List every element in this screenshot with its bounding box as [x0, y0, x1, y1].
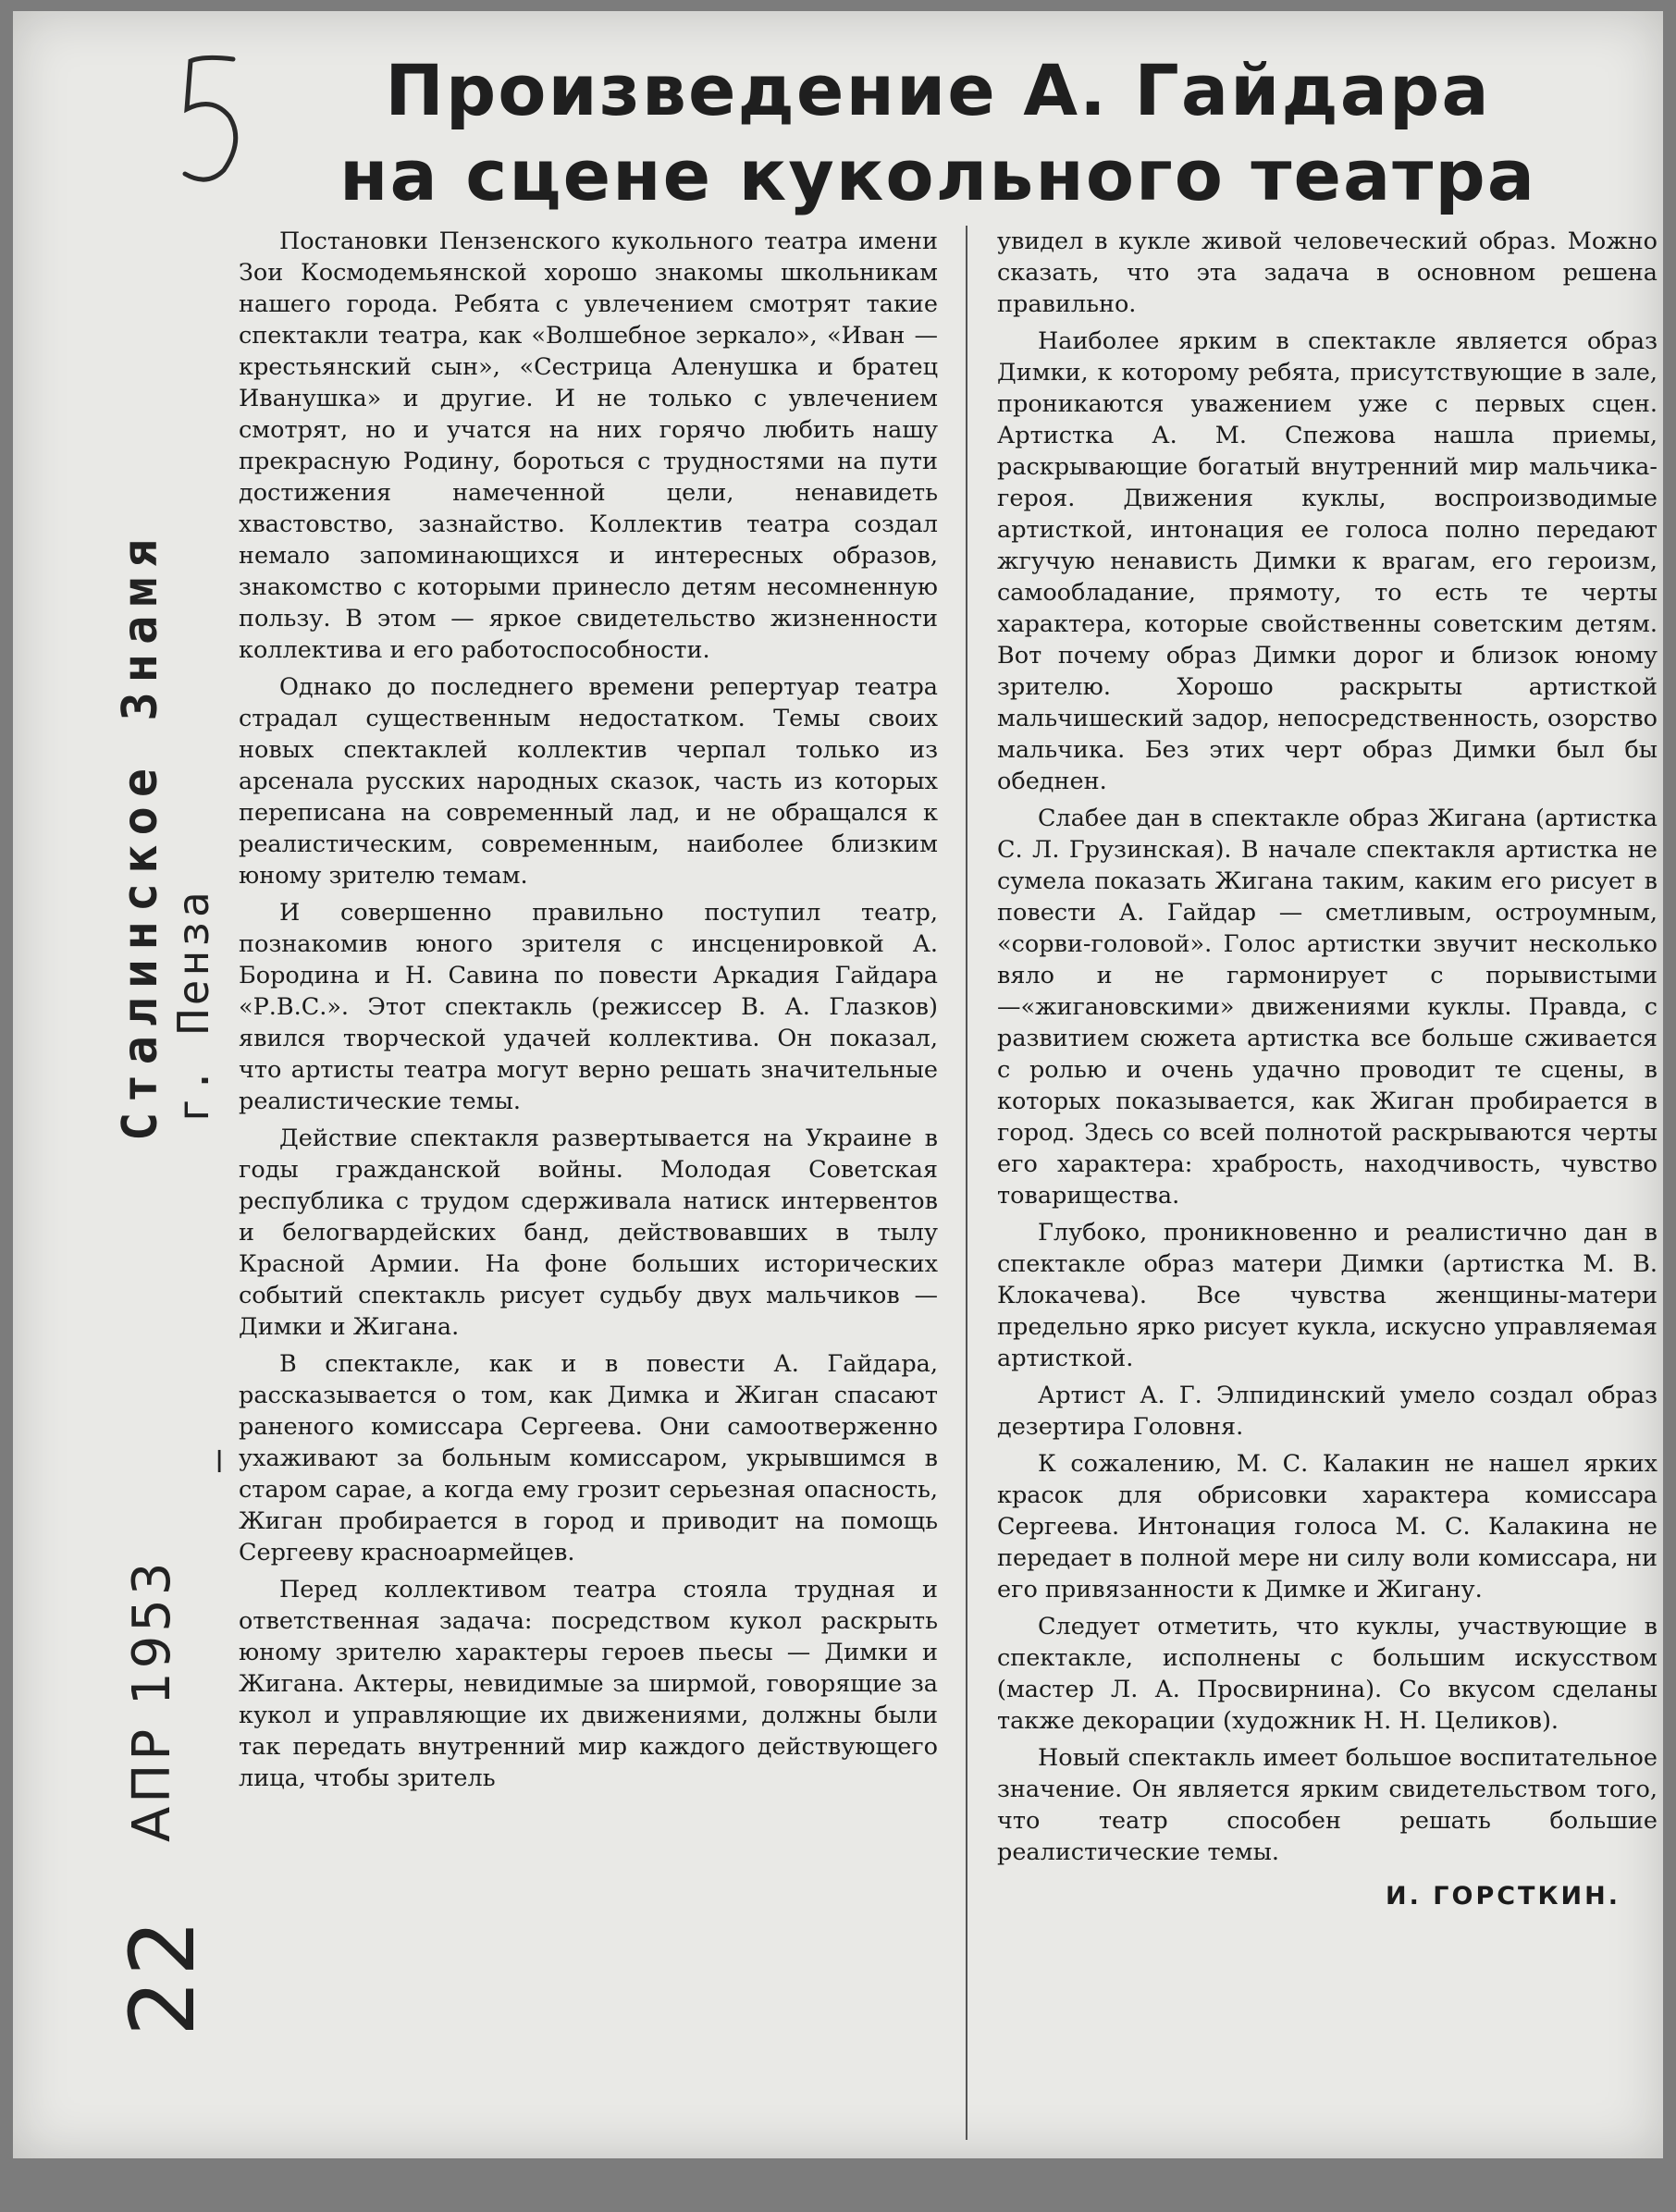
stamp-city: г. Пенза	[168, 888, 218, 1123]
author-signature: И. ГОРСТКИН.	[1386, 1882, 1621, 1911]
headline-line-2: на сцене кукольного театра	[339, 134, 1537, 216]
article-column-right	[997, 226, 1658, 1912]
paragraph: Следует отметить, что куклы, участвующие в спектакле, исполнены с большим искусством (мастер Л. А. Просвирнина). Со вкусом сделаны также декорации (художник Н. Н. Целиков).	[997, 1613, 1658, 1735]
handwritten-page-number	[176, 52, 250, 190]
paragraph: В спектакле, как и в повести А. Гайдара, рассказывается о том, как Димка и Жиган спасают раненого комиссара Сергеева. Они самоотверженно ухаживают за больным комиссаром, укрывшимся в старом сарае, а когда ему грозит серьезная опасность, Жиган пробирается в город и приводит на помощь Сергееву красноармейцев.	[239, 1350, 938, 1567]
paragraph: Наиболее ярким в спектакле является образ Димки, к которому ребята, присутствующие в зале, проникаются уважением уже с первых сцен. Артистка А. М. Спежова нашла приемы, раскрывающие богатый внутренний мир мальчика-героя. Движения куклы, воспроизводимые артисткой, интонация ее голоса полно передают жгучую ненависть Димки к врагам, его героизм, самообладание, прямоту, то есть те черты характера, которые свойственны советским детям. Вот почему образ Димки дорог и близок юному зрителю. Хорошо раскрыты артисткой мальчишеский задор, непосредственность, озорство мальчика. Без этих черт образ Димки был бы обеднен.	[997, 327, 1658, 795]
paragraph: Артист А. Г. Элпидинский умело создал образ дезертира Головня.	[997, 1382, 1658, 1441]
stamp-dash: —	[196, 1449, 239, 1472]
stamp-date-day: 22	[111, 1915, 215, 2036]
headline-line-1: Произведение А. Гайдара	[385, 49, 1491, 131]
stamp-date-month-year: АПР 1953	[122, 1558, 182, 1842]
column-divider	[966, 226, 967, 2140]
paragraph: Слабее дан в спектакле образ Жигана (артистка С. Л. Грузинская). В начале спектакля артистка не сумела показать Жигана таким, каким его рисует в повести А. Гайдар — сметливым, остроумным, «сорви-головой». Голос артистки звучит несколько вяло и не гармонирует с порывистыми—«жигановскими» движениями куклы. Правда, с развитием сюжета артистка все больше сживается с ролью и очень удачно проводит те сцены, в которых показывается, как Жиган пробирается в город. Здесь со всей полнотой раскрываются черты его характера: храбрость, находчивость, чувство товарищества.	[997, 805, 1658, 1210]
paragraph: Перед коллективом театра стояла трудная и ответственная задача: посредством кукол раскрыть юному зрителю характеры героев пьесы — Димки и Жигана. Актеры, невидимые за ширмой, говорящие за кукол и управляющие их движениями, должны были так передать внутренний мир каждого действующего лица, чтобы зритель	[239, 1576, 938, 1792]
paragraph: К сожалению, М. С. Калакин не нашел ярких красок для обрисовки характера комиссара Сергеева. Интонация голоса М. С. Калакина не передает в полной мере ни силу воли комиссара, ни его привязанности к Димке и Жигану.	[997, 1450, 1658, 1604]
source-date-stamp	[57, 196, 242, 2212]
stamp-newspaper-name: Сталинское Знамя	[113, 530, 168, 1141]
paragraph: Действие спектакля развертывается на Украине в годы гражданской войны. Молодая Советская республика с трудом сдерживала натиск интервентов и белогвардейских банд, действовавших в тылу Красной Армии. На фоне больших исторических событий спектакль рисует судьбу двух мальчиков — Димки и Жигана.	[239, 1124, 938, 1341]
paragraph: Новый спектакль имеет большое воспитательное значение. Он является ярким свидетельством того, что театр способен решать большие реалистические темы.	[997, 1744, 1658, 1866]
paragraph: И совершенно правильно поступил театр, познакомив юного зрителя с инсценировкой А. Бородина и Н. Савина по повести Аркадия Гайдара «Р.В.С.». Этот спектакль (режиссер В. А. Глазков) явился творческой удачей коллектива. Он показал, что артисты театра могут верно решать значительные реалистические темы.	[239, 899, 938, 1115]
paragraph: увидел в кукле живой человеческий образ. Можно сказать, что эта задача в основном решена правильно.	[997, 227, 1658, 318]
paragraph: Постановки Пензенского кукольного театра имени Зои Космодемьянской хорошо знакомы школьникам нашего города. Ребята с увлечением смотрят такие спектакли театра, как «Волшебное зеркало», «Иван — крестьянский сын», «Сестрица Аленушка и братец Иванушка» и другие. И не только с увлечением смотрят, но и учатся на них горячо любить нашу прекрасную Родину, бороться с трудностями на пути достижения намеченной цели, ненавидеть хвастовство, зазнайство. Коллектив театра создал немало запоминающихся и интересных образов, знакомство с которыми принесло детям несомненную пользу. В этом — яркое свидетельство жизненности коллектива и его работоспособности.	[239, 227, 938, 664]
newspaper-clipping	[13, 11, 1663, 2158]
headline	[327, 48, 1548, 218]
paragraph: Глубоко, проникновенно и реалистично дан в спектакле образ матери Димки (артистка М. В. Клокачева). Все чувства женщины-матери предельно ярко рисует кукла, искусно управляемая артисткой.	[997, 1219, 1658, 1372]
article-column-left	[239, 226, 938, 1800]
paragraph: Однако до последнего времени репертуар театра страдал существенным недостатком. Темы своих новых спектаклей коллектив черпал только из арсенала русских народных сказок, часть из которых переписана на современный лад, и не обращался к реалистическим, современным, наиболее близким юному зрителю темам.	[239, 673, 938, 890]
